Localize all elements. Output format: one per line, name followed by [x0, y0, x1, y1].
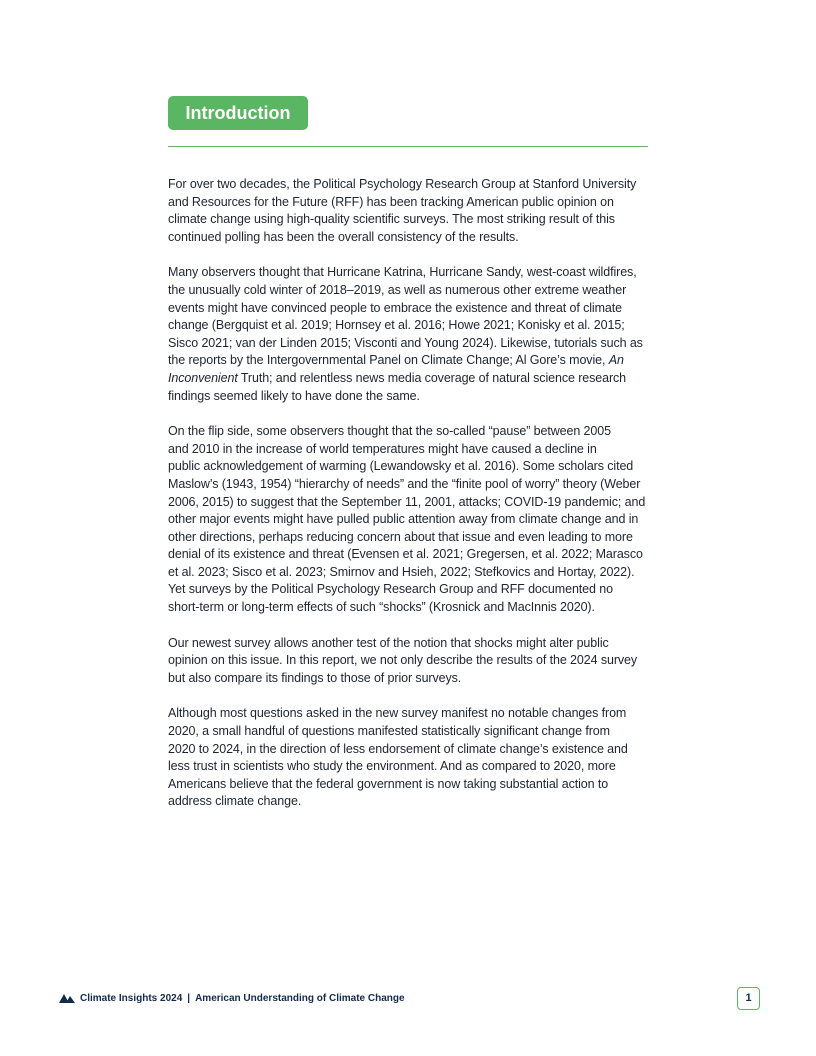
- book-title-italic: An: [608, 353, 624, 368]
- book-title-italic: Inconvenient: [168, 370, 238, 385]
- report-title: Climate Insights 2024: [80, 992, 183, 1004]
- paragraph-line: Yet surveys by the Political Psychology Research Group and RFF documented no: [168, 582, 613, 597]
- paragraph-line: and Resources for the Future (RFF) has been tracking American public opinion on: [168, 194, 614, 209]
- footer-separator: |: [187, 992, 191, 1004]
- paragraph-1: [168, 176, 652, 246]
- paragraph-line-text: Truth; and relentless news media coverage of natural science research: [237, 370, 627, 385]
- paragraph-line: less trust in scientists who study the environment. And as compared to 2020, more: [168, 759, 616, 774]
- paragraph-line: denial of its existence and threat (Evensen et al. 2021; Gregersen, et al. 2022; Marasco: [168, 547, 643, 562]
- report-subtitle: American Understanding of Climate Change: [195, 992, 405, 1004]
- paragraph-line: Our newest survey allows another test of the notion that shocks might alter public: [168, 635, 609, 650]
- paragraph-line: other major events might have pulled public attention away from climate change and in: [168, 512, 639, 527]
- paragraph-line: change (Bergquist et al. 2019; Hornsey et al. 2016; Howe 2021; Konisky et al. 2015;: [168, 318, 625, 333]
- paragraph-line: On the flip side, some observers thought that the so-called “pause” between 2005: [168, 424, 611, 439]
- paragraph-line: but also compare its findings to those of prior surveys.: [168, 670, 462, 685]
- paragraph-line: Americans believe that the federal government is now taking substantial action to: [168, 776, 609, 791]
- paragraph-line: 2020, a small handful of questions manifested statistically significant change from: [168, 724, 610, 739]
- paragraph-line: 2006, 2015) to suggest that the September 11, 2001, attacks; COVID-19 pandemic; and: [168, 494, 646, 509]
- paragraph-line: For over two decades, the Political Psychology Research Group at Stanford University: [168, 177, 637, 191]
- paragraph-line: the unusually cold winter of 2018–2019, as well as numerous other extreme weather: [168, 282, 627, 297]
- paragraph-line: public acknowledgement of warming (Lewandowsky et al. 2016). Some scholars cited: [168, 459, 634, 474]
- body-text: [168, 176, 652, 829]
- paragraph-line: Sisco 2021; van der Linden 2015; Visconti and Young 2024). Likewise, tutorials such as: [168, 335, 643, 350]
- paragraph-line-text: the reports by the Intergovernmental Panel on Climate Change; Al Gore’s movie,: [168, 353, 609, 368]
- paragraph-line: findings seemed likely to have done the same.: [168, 388, 420, 403]
- paragraph-line: climate change using high-quality scientific surveys. The most striking result of this: [168, 212, 615, 227]
- paragraph-line: et al. 2023; Sisco et al. 2023; Smirnov and Hsieh, 2022; Stefkovics and Hortay, 2022).: [168, 564, 635, 579]
- paragraph-line: events might have convinced people to embrace the existence and threat of climate: [168, 300, 622, 315]
- paragraph-line: opinion on this issue. In this report, we not only describe the results of the 2024 survey: [168, 653, 638, 668]
- paragraph-5: [168, 705, 652, 811]
- page-footer: [59, 990, 405, 1006]
- section-heading: Introduction: [168, 96, 308, 130]
- paragraph-line: continued polling has been the overall consistency of the results.: [168, 229, 519, 244]
- paragraph-line: other directions, perhaps reducing concern about that issue and even leading to more: [168, 529, 633, 544]
- paragraph-line: [168, 352, 652, 370]
- paragraph-line: and 2010 in the increase of world temperatures might have caused a decline in: [168, 441, 597, 456]
- paragraph-line: 2020 to 2024, in the direction of less endorsement of climate change’s existence and: [168, 741, 628, 756]
- paragraph-line: short-term or long-term effects of such “shocks” (Krosnick and MacInnis 2020).: [168, 600, 595, 615]
- paragraph-3: [168, 423, 652, 617]
- paragraph-line: Many observers thought that Hurricane Katrina, Hurricane Sandy, west-coast wildfires,: [168, 265, 637, 280]
- page-number: 1: [737, 987, 760, 1010]
- paragraph-line: address climate change.: [168, 794, 302, 809]
- paragraph-line: Although most questions asked in the new survey manifest no notable changes from: [168, 706, 627, 721]
- paragraph-4: [168, 635, 652, 688]
- heading-divider: [168, 146, 648, 147]
- paragraph-line: [168, 370, 652, 388]
- mountain-logo-icon: [59, 993, 75, 1003]
- paragraph-line: Maslow’s (1943, 1954) “hierarchy of needs” and the “finite pool of worry” theory (Weber: [168, 476, 641, 491]
- paragraph-2: [168, 264, 652, 405]
